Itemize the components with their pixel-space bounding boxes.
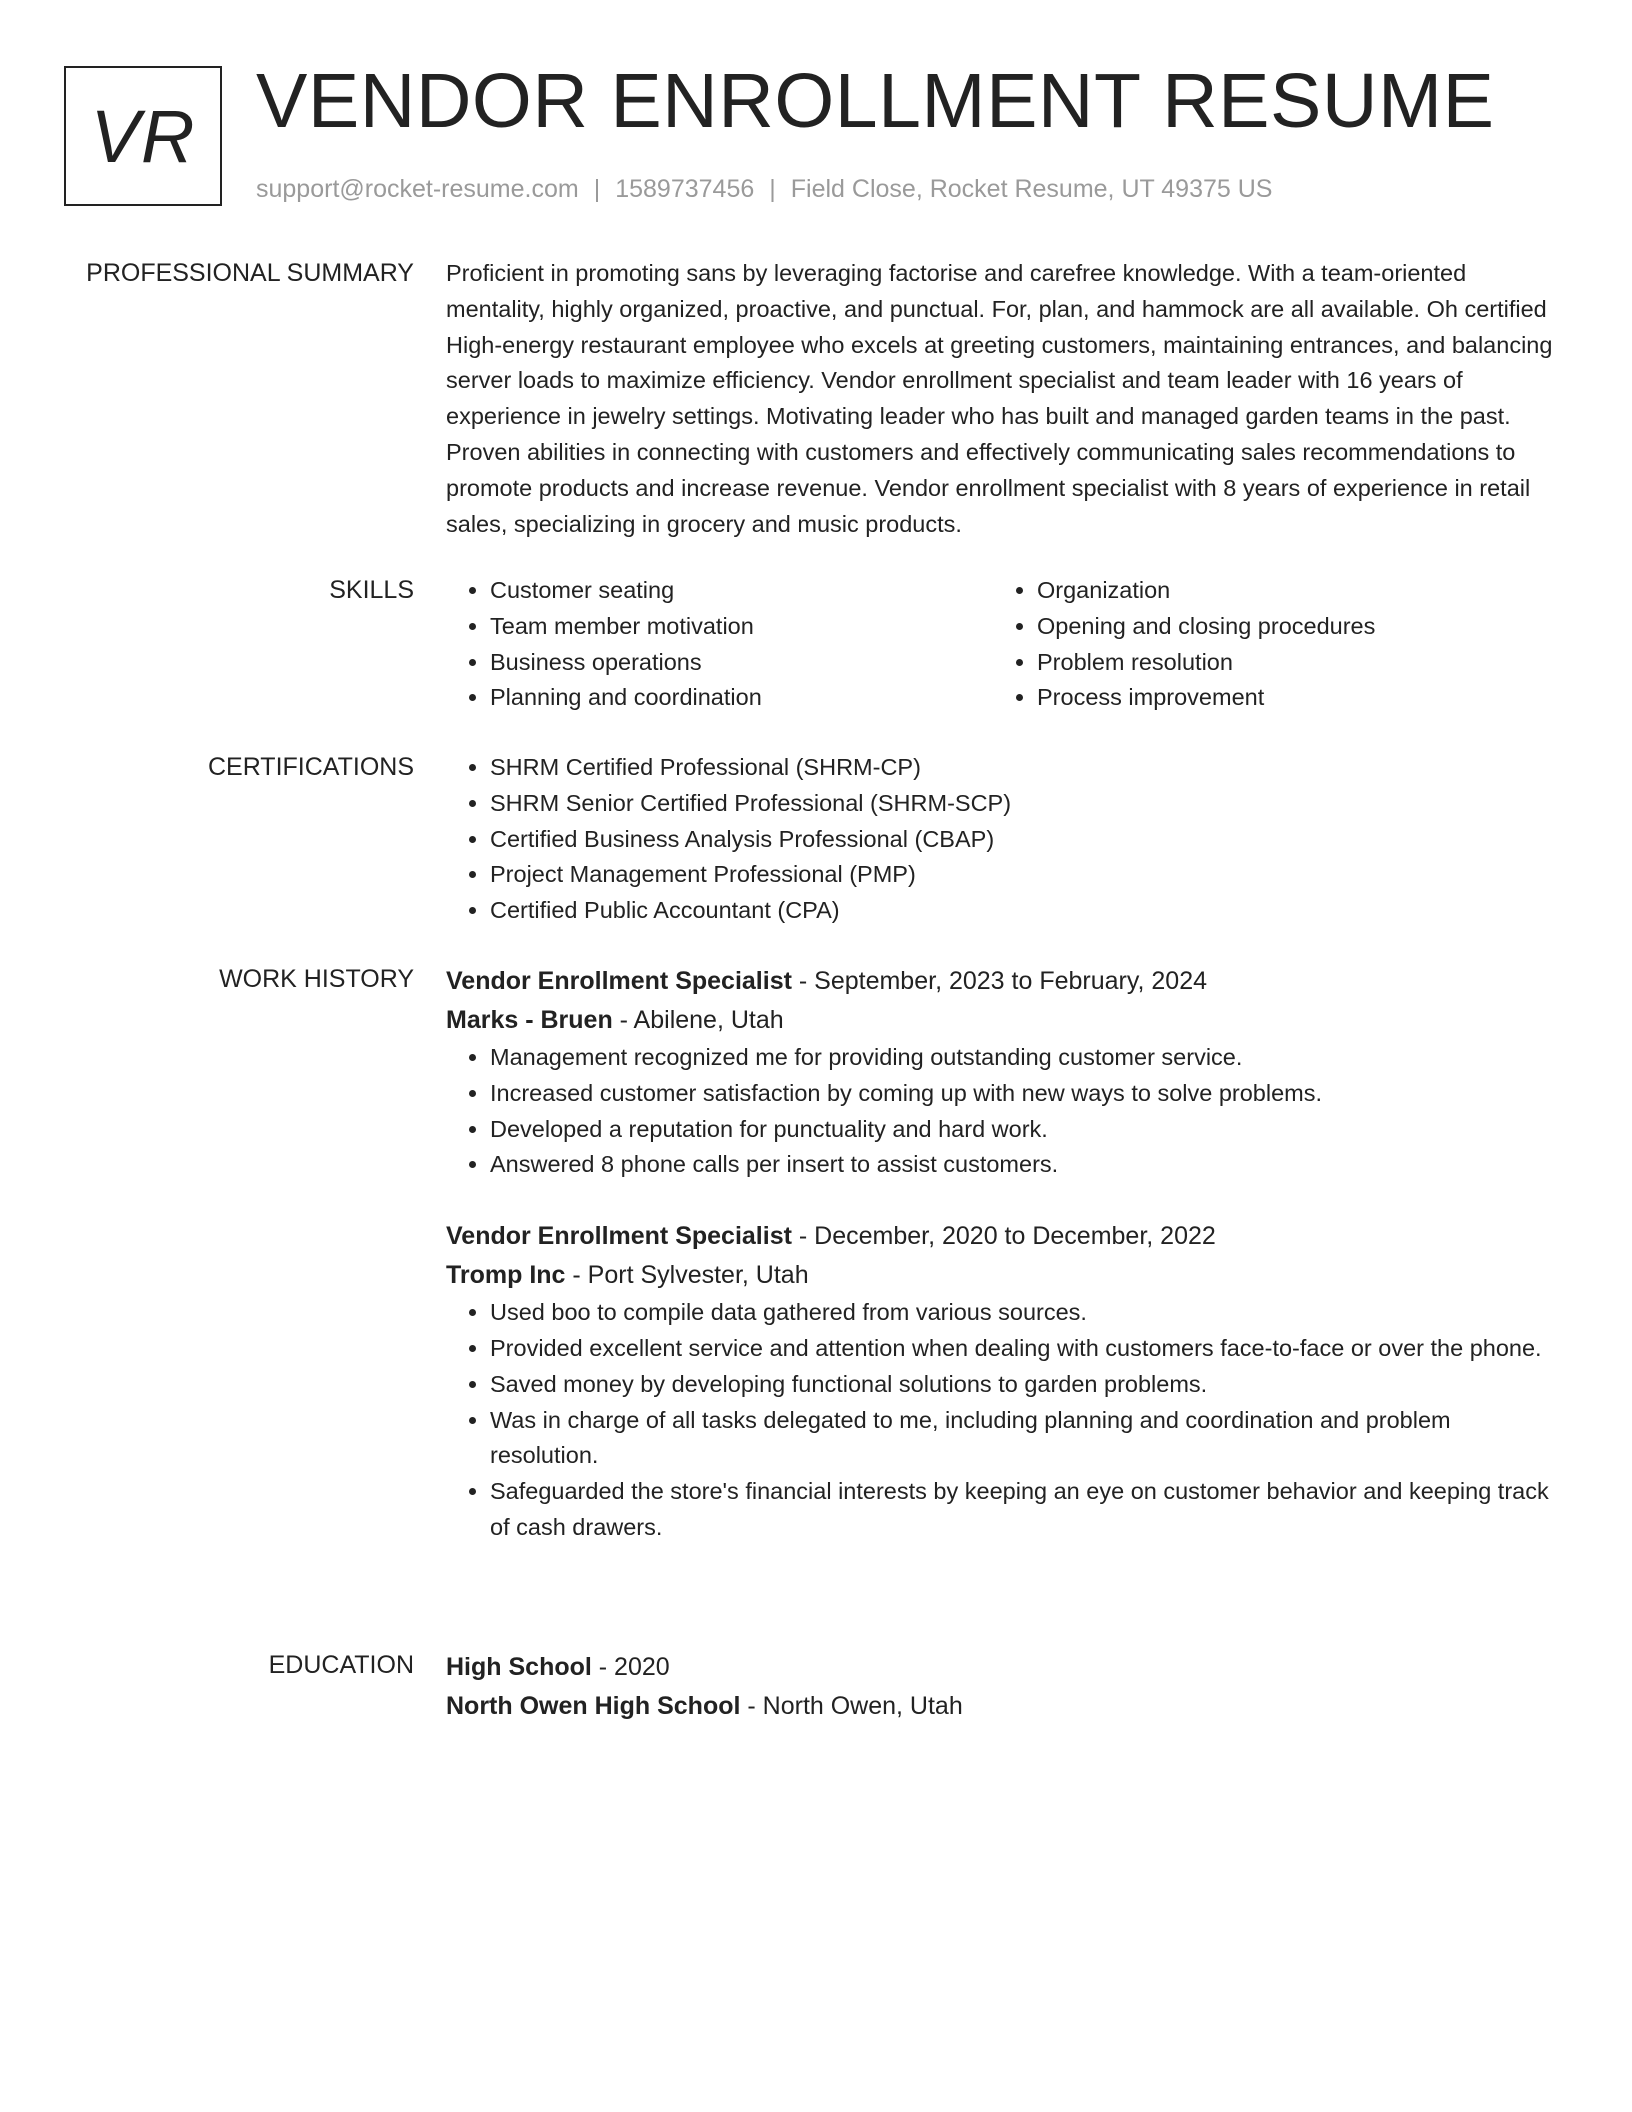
job-entry xyxy=(446,962,1564,1183)
job-company: Tromp Inc xyxy=(446,1261,566,1290)
job-bullet: • Was in charge of all tasks delegated to me, including planning and coordination and problem resolution. xyxy=(490,1403,1564,1475)
job-bullet: • Used boo to compile data gathered from various sources. xyxy=(490,1295,1564,1331)
contact-email: support@rocket-resume.com xyxy=(256,175,579,203)
job-location: - Port Sylvester, Utah xyxy=(565,1261,809,1290)
skills-list-right xyxy=(993,573,1540,716)
certification-item: • SHRM Certified Professional (SHRM-CP) xyxy=(490,750,1564,786)
education-heading xyxy=(446,1648,1564,1687)
skill-item: • Process improvement xyxy=(1037,680,1540,716)
skill-item: • Opening and closing procedures xyxy=(1037,609,1540,645)
job-bullet: • Management recognized me for providing outstanding customer service. xyxy=(490,1040,1564,1076)
job-company: Marks - Bruen xyxy=(446,1006,613,1034)
job-bullet: • Provided excellent service and attention when dealing with customers face-to-face or over the phone. xyxy=(490,1331,1564,1367)
skill-item: • Organization xyxy=(1037,573,1540,609)
job-title: Vendor Enrollment Specialist xyxy=(446,967,792,995)
job-company-line xyxy=(446,1256,1564,1295)
education-degree: High School xyxy=(446,1653,592,1681)
skill-item: • Planning and coordination xyxy=(490,680,993,716)
skills-content xyxy=(446,573,1564,716)
education-school-line xyxy=(446,1687,1564,1726)
monogram-logo: VR xyxy=(64,66,222,206)
job-bullets xyxy=(446,1295,1564,1546)
job-bullet: • Saved money by developing functional solutions to garden problems. xyxy=(490,1367,1564,1403)
section-label-education: EDUCATION xyxy=(268,1651,414,1679)
section-label-certifications: CERTIFICATIONS xyxy=(207,753,414,781)
skill-item: • Customer seating xyxy=(490,573,993,609)
section-label-summary: PROFESSIONAL SUMMARY xyxy=(86,259,414,287)
resume-title: VENDOR ENROLLMENT RESUME xyxy=(256,58,1495,144)
certifications-list xyxy=(446,750,1564,929)
job-company-line xyxy=(446,1001,1564,1040)
contact-separator: | xyxy=(769,175,776,203)
job-location: - Abilene, Utah xyxy=(612,1006,784,1034)
skill-item: • Problem resolution xyxy=(1037,645,1540,681)
summary-text: Proficient in promoting sans by leveraging factorise and carefree knowledge. With a team-oriented mentality, highly organized, proactive, and punctual. For, plan, and hammock are all available. Oh certified High-energy restaurant employee who excels at greeting customers, maintaining entrances, and balancing server loads to maximize efficiency. Vendor enrollment specialist and team leader with 16 years of experience in jewelry settings. Motivating leader who has built and managed garden teams in the past. Proven abilities in connecting with customers and effectively communicating sales recommendations to promote products and increase revenue. Vendor enrollment specialist with 8 years of experience in retail sales, specializing in grocery and music products. xyxy=(446,260,1553,537)
job-dates: - December, 2020 to December, 2022 xyxy=(791,1222,1216,1251)
job-entry xyxy=(446,1217,1564,1546)
job-bullets xyxy=(446,1040,1564,1183)
education-year: - 2020 xyxy=(591,1653,670,1681)
section-label-work-history: WORK HISTORY xyxy=(219,965,414,993)
skill-item: • Team member motivation xyxy=(490,609,993,645)
certification-item: • Certified Public Accountant (CPA) xyxy=(490,893,1564,929)
contact-phone: 1589737456 xyxy=(615,175,755,203)
job-heading xyxy=(446,1217,1564,1256)
job-bullet: • Safeguarded the store's financial interests by keeping an eye on customer behavior and keeping track of cash drawers. xyxy=(490,1474,1564,1546)
certifications-content xyxy=(446,750,1564,929)
section-label-skills: SKILLS xyxy=(329,576,414,604)
contact-separator: | xyxy=(593,175,601,203)
contact-line xyxy=(256,172,1272,206)
summary-content xyxy=(446,256,1564,542)
job-bullet: • Increased customer satisfaction by coming up with new ways to solve problems. xyxy=(490,1076,1564,1112)
education-content xyxy=(446,1648,1564,1726)
skills-list-left xyxy=(446,573,993,716)
job-title: Vendor Enrollment Specialist xyxy=(446,1222,792,1251)
job-dates: - September, 2023 to February, 2024 xyxy=(791,967,1208,995)
job-bullet: • Developed a reputation for punctuality and hard work. xyxy=(490,1112,1564,1148)
education-location: - North Owen, Utah xyxy=(740,1692,963,1720)
certification-item: • Project Management Professional (PMP) xyxy=(490,857,1564,893)
job-heading xyxy=(446,962,1564,1001)
work-history-content xyxy=(446,962,1564,1546)
certification-item: • SHRM Senior Certified Professional (SHRM-SCP) xyxy=(490,786,1564,822)
education-school: North Owen High School xyxy=(446,1692,741,1720)
job-bullet: • Answered 8 phone calls per insert to assist customers. xyxy=(490,1147,1564,1183)
contact-address: Field Close, Rocket Resume, UT 49375 US xyxy=(790,175,1273,203)
certification-item: • Certified Business Analysis Professional (CBAP) xyxy=(490,822,1564,858)
skill-item: • Business operations xyxy=(490,645,993,681)
